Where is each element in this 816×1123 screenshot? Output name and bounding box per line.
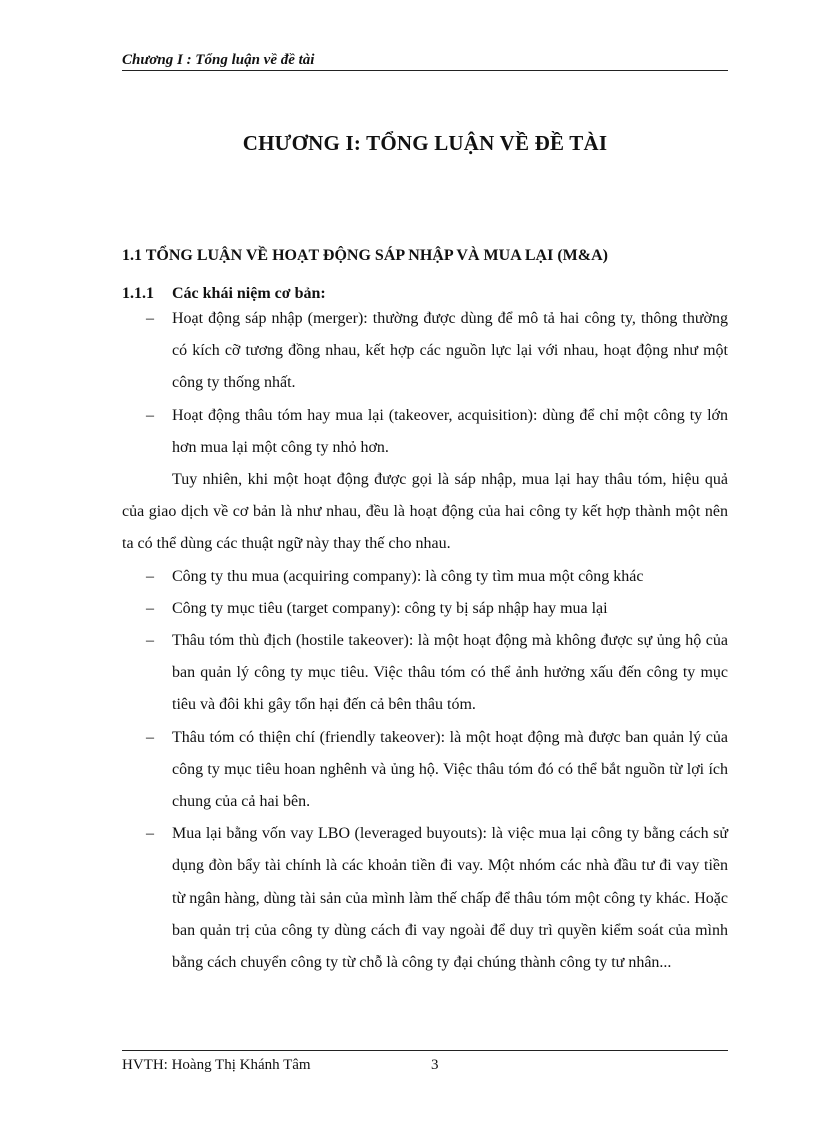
dash-bullet: – xyxy=(146,599,154,617)
dash-bullet: – xyxy=(146,632,154,650)
list-item xyxy=(122,561,728,593)
running-header: Chương I : Tổng luận về đề tài xyxy=(122,52,315,68)
list-item-text: Công ty thu mua (acquiring company): là công ty tìm mua một công khác xyxy=(172,567,644,585)
list-item xyxy=(122,400,728,464)
subsection-number: 1.1.1 xyxy=(122,285,154,302)
dash-bullet: – xyxy=(146,728,154,746)
dash-bullet: – xyxy=(146,406,154,424)
list-item-text: Công ty mục tiêu (target company): công ty bị sáp nhập hay mua lại xyxy=(172,599,608,617)
body-text xyxy=(122,303,728,979)
header-rule xyxy=(122,70,728,71)
subsection-heading xyxy=(122,285,728,303)
dash-bullet: – xyxy=(146,567,154,585)
list-item xyxy=(122,818,728,979)
list-item xyxy=(122,593,728,625)
page-number: 3 xyxy=(431,1057,439,1073)
dash-bullet: – xyxy=(146,310,154,327)
list-item-text: Hoạt động sáp nhập (merger): thường được dùng để mô tả hai công ty, thông thường có kích cỡ tương đồng nhau, kết hợp các nguồn lực lại với nhau, hoạt động như một công ty thống nhất. xyxy=(172,310,728,392)
footer-rule xyxy=(122,1050,728,1051)
subsection-title: Các khái niệm cơ bản: xyxy=(172,285,326,302)
list-item-text: Hoạt động thâu tóm hay mua lại (takeover, acquisition): dùng để chỉ một công ty lớn hơn mua lại một công ty nhỏ hơn. xyxy=(172,406,728,456)
list-item xyxy=(122,303,728,400)
section-title: 1.1 TỔNG LUẬN VỀ HOẠT ĐỘNG SÁP NHẬP VÀ MUA LẠI (M&A) xyxy=(122,247,608,264)
list-item-text: Thâu tóm có thiện chí (friendly takeover): là một hoạt động mà được ban quản lý của công ty mục tiêu hoan nghênh và ủng hộ. Việc thâu tóm đó có thể bắt nguồn từ lợi ích chung của cả hai bên. xyxy=(172,728,728,811)
list-item-text: Mua lại bằng vốn vay LBO (leveraged buyouts): là việc mua lại công ty bằng cách sử dụng đòn bẩy tài chính là các khoản tiền đi vay. Một nhóm các nhà đầu tư đi vay tiền từ ngân hàng, dùng tài sản của mình làm thế chấp để thâu tóm một công ty khác. Hoặc ban quản trị của công ty dùng cách đi vay ngoài để duy trì quyền kiểm soát của mình bằng cách chuyển công ty từ chỗ là công ty đại chúng thành công ty tư nhân... xyxy=(172,825,728,972)
chapter-title: CHƯƠNG I: TỔNG LUẬN VỀ ĐỀ TÀI xyxy=(242,131,608,155)
list-item xyxy=(122,722,728,819)
list-item xyxy=(122,625,728,722)
list-item-text: Thâu tóm thù địch (hostile takeover): là một hoạt động mà không được sự ủng hộ của ban quản lý công ty mục tiêu. Việc thâu tóm có thể ảnh hưởng xấu đến công ty mục tiêu và đôi khi gây tổn hại đến cả bên thâu tóm. xyxy=(172,632,728,714)
body-paragraph: Tuy nhiên, khi một hoạt động được gọi là sáp nhập, mua lại hay thâu tóm, hiệu quả của giao dịch về cơ bản là như nhau, đều là hoạt động của hai công ty kết hợp thành một nên ta có thể dùng các thuật ngữ này thay thế cho nhau. xyxy=(122,471,728,553)
footer-author: HVTH: Hoàng Thị Khánh Tâm xyxy=(122,1057,311,1073)
dash-bullet: – xyxy=(146,825,154,843)
